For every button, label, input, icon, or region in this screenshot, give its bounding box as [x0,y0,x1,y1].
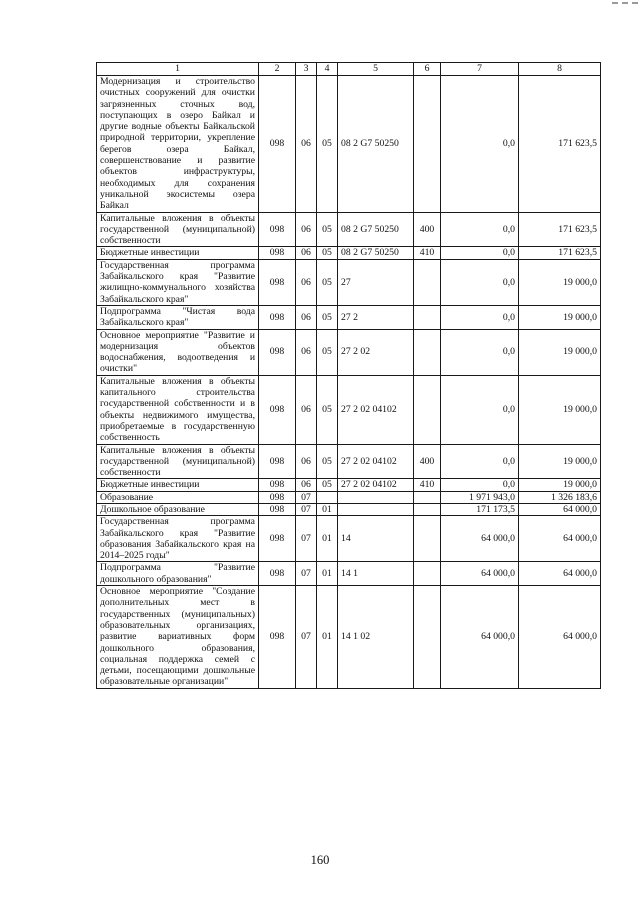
header-cell: 3 [296,63,317,76]
section-cell: 07 [296,516,317,562]
amount-col8-cell: 64 000,0 [519,562,601,586]
table-row [97,375,601,444]
target-article-cell: 27 [338,259,414,305]
table-row [97,562,601,586]
admin-code-cell: 098 [259,586,296,689]
budget-table [96,62,601,689]
row-name-cell: Бюджетные инвестиции [97,479,259,491]
subsection-cell: 05 [317,76,338,213]
row-name-cell: Основное мероприятие "Развитие и модернизация объектов водоснабжения, водоотведения и очистки" [97,329,259,375]
table-row [97,76,601,213]
table-row [97,212,601,247]
subsection-cell: 05 [317,329,338,375]
subsection-cell: 01 [317,503,338,515]
table-row [97,247,601,259]
row-name-cell: Бюджетные инвестиции [97,247,259,259]
subsection-cell: 01 [317,586,338,689]
admin-code-cell: 098 [259,375,296,444]
header-cell: 4 [317,63,338,76]
admin-code-cell: 098 [259,562,296,586]
amount-col8-cell: 64 000,0 [519,503,601,515]
target-article-cell [338,503,414,515]
amount-col8-cell: 171 623,5 [519,76,601,213]
amount-col8-cell: 19 000,0 [519,259,601,305]
subsection-cell: 05 [317,212,338,247]
admin-code-cell: 098 [259,479,296,491]
section-cell: 06 [296,305,317,329]
table-row [97,586,601,689]
target-article-cell: 27 2 02 04102 [338,375,414,444]
target-article-cell: 08 2 G7 50250 [338,247,414,259]
amount-col7-cell: 0,0 [441,375,519,444]
amount-col8-cell: 19 000,0 [519,375,601,444]
amount-col8-cell: 19 000,0 [519,329,601,375]
expense-type-cell [414,586,441,689]
amount-col8-cell: 19 000,0 [519,305,601,329]
section-cell: 06 [296,479,317,491]
row-name-cell: Подпрограмма "Развитие дошкольного образования" [97,562,259,586]
target-article-cell: 14 [338,516,414,562]
amount-col7-cell: 0,0 [441,444,519,479]
header-cell: 2 [259,63,296,76]
amount-col8-cell: 171 623,5 [519,247,601,259]
expense-type-cell: 410 [414,479,441,491]
row-name-cell: Капитальные вложения в объекты государственной (муниципальной) собственности [97,212,259,247]
expense-type-cell [414,259,441,305]
subsection-cell: 05 [317,375,338,444]
amount-col7-cell: 64 000,0 [441,586,519,689]
table-row [97,503,601,515]
page-number: 160 [310,853,330,867]
row-name-cell: Капитальные вложения в объекты государственной (муниципальной) собственности [97,444,259,479]
section-cell: 07 [296,586,317,689]
row-name-cell: Дошкольное образование [97,503,259,515]
section-cell: 07 [296,503,317,515]
subsection-cell: 01 [317,562,338,586]
expense-type-cell [414,516,441,562]
row-name-cell: Подпрограмма "Чистая вода Забайкальского края" [97,305,259,329]
amount-col7-cell: 64 000,0 [441,516,519,562]
table-row [97,329,601,375]
amount-col7-cell: 0,0 [441,479,519,491]
row-name-cell: Государственная программа Забайкальского края "Развитие образования Забайкальского края на 2014–2025 годы" [97,516,259,562]
table-row [97,305,601,329]
section-cell: 06 [296,329,317,375]
row-name-cell: Капитальные вложения в объекты капитального строительства государственной собственности и в объекты недвижимого имущества, приобретаемые в государственную собственность [97,375,259,444]
section-cell: 06 [296,444,317,479]
admin-code-cell: 098 [259,305,296,329]
amount-col7-cell: 0,0 [441,212,519,247]
amount-col8-cell: 1 326 183,6 [519,491,601,503]
admin-code-cell: 098 [259,259,296,305]
expense-type-cell [414,329,441,375]
row-name-cell: Модернизация и строительство очистных сооружений для очистки загрязненных сточных вод, поступающих в озеро Байкал и другие водные объекты Байкальской природной территории, укрепление берегов озера Байкал, совершенствование и развитие объектов инфраструктуры, необходимых для сохранения уникальной экосистемы озера Байкал [97,76,259,213]
amount-col8-cell: 19 000,0 [519,479,601,491]
subsection-cell: 01 [317,516,338,562]
table-row [97,444,601,479]
section-cell: 06 [296,76,317,213]
expense-type-cell: 410 [414,247,441,259]
row-name-cell: Государственная программа Забайкальского края "Развитие жилищно-коммунального хозяйства Забайкальского края" [97,259,259,305]
target-article-cell: 14 1 02 [338,586,414,689]
amount-col8-cell: 171 623,5 [519,212,601,247]
amount-col8-cell: 64 000,0 [519,516,601,562]
subsection-cell: 05 [317,247,338,259]
target-article-cell: 27 2 02 04102 [338,444,414,479]
amount-col7-cell: 0,0 [441,247,519,259]
amount-col8-cell: 64 000,0 [519,586,601,689]
amount-col7-cell: 0,0 [441,305,519,329]
expense-type-cell: 400 [414,212,441,247]
expense-type-cell [414,491,441,503]
expense-type-cell [414,76,441,213]
target-article-cell: 08 2 G7 50250 [338,212,414,247]
amount-col7-cell: 1 971 943,0 [441,491,519,503]
target-article-cell: 08 2 G7 50250 [338,76,414,213]
section-cell: 07 [296,491,317,503]
row-name-cell: Основное мероприятие "Создание дополнительных мест в государственных (муниципальных) образовательных организациях, развитие вариативных форм дошкольного образования, социальная поддержка семей с детьми, посещающими дошкольные образовательные организации" [97,586,259,689]
section-cell: 06 [296,212,317,247]
header-cell: 8 [519,63,601,76]
admin-code-cell: 098 [259,329,296,375]
admin-code-cell: 098 [259,503,296,515]
target-article-cell [338,491,414,503]
table-row [97,259,601,305]
expense-type-cell [414,305,441,329]
subsection-cell: 05 [317,479,338,491]
section-cell: 06 [296,375,317,444]
section-cell: 06 [296,247,317,259]
subsection-cell: 05 [317,444,338,479]
expense-type-cell [414,375,441,444]
table-row [97,516,601,562]
amount-col7-cell: 0,0 [441,259,519,305]
header-cell: 1 [97,63,259,76]
section-cell: 06 [296,259,317,305]
target-article-cell: 14 1 [338,562,414,586]
admin-code-cell: 098 [259,76,296,213]
subsection-cell: 05 [317,259,338,305]
target-article-cell: 27 2 02 04102 [338,479,414,491]
amount-col7-cell: 64 000,0 [441,562,519,586]
amount-col7-cell: 0,0 [441,76,519,213]
expense-type-cell [414,562,441,586]
subsection-cell [317,491,338,503]
target-article-cell: 27 2 [338,305,414,329]
expense-type-cell: 400 [414,444,441,479]
expense-type-cell [414,503,441,515]
header-cell: 6 [414,63,441,76]
table-row [97,479,601,491]
amount-col8-cell: 19 000,0 [519,444,601,479]
row-name-cell: Образование [97,491,259,503]
admin-code-cell: 098 [259,516,296,562]
scan-artifact-mark [608,0,640,6]
section-cell: 07 [296,562,317,586]
subsection-cell: 05 [317,305,338,329]
amount-col7-cell: 171 173,5 [441,503,519,515]
table-row [97,491,601,503]
admin-code-cell: 098 [259,212,296,247]
amount-col7-cell: 0,0 [441,329,519,375]
admin-code-cell: 098 [259,491,296,503]
header-cell: 7 [441,63,519,76]
header-cell: 5 [338,63,414,76]
admin-code-cell: 098 [259,444,296,479]
header-row [97,63,601,76]
target-article-cell: 27 2 02 [338,329,414,375]
admin-code-cell: 098 [259,247,296,259]
